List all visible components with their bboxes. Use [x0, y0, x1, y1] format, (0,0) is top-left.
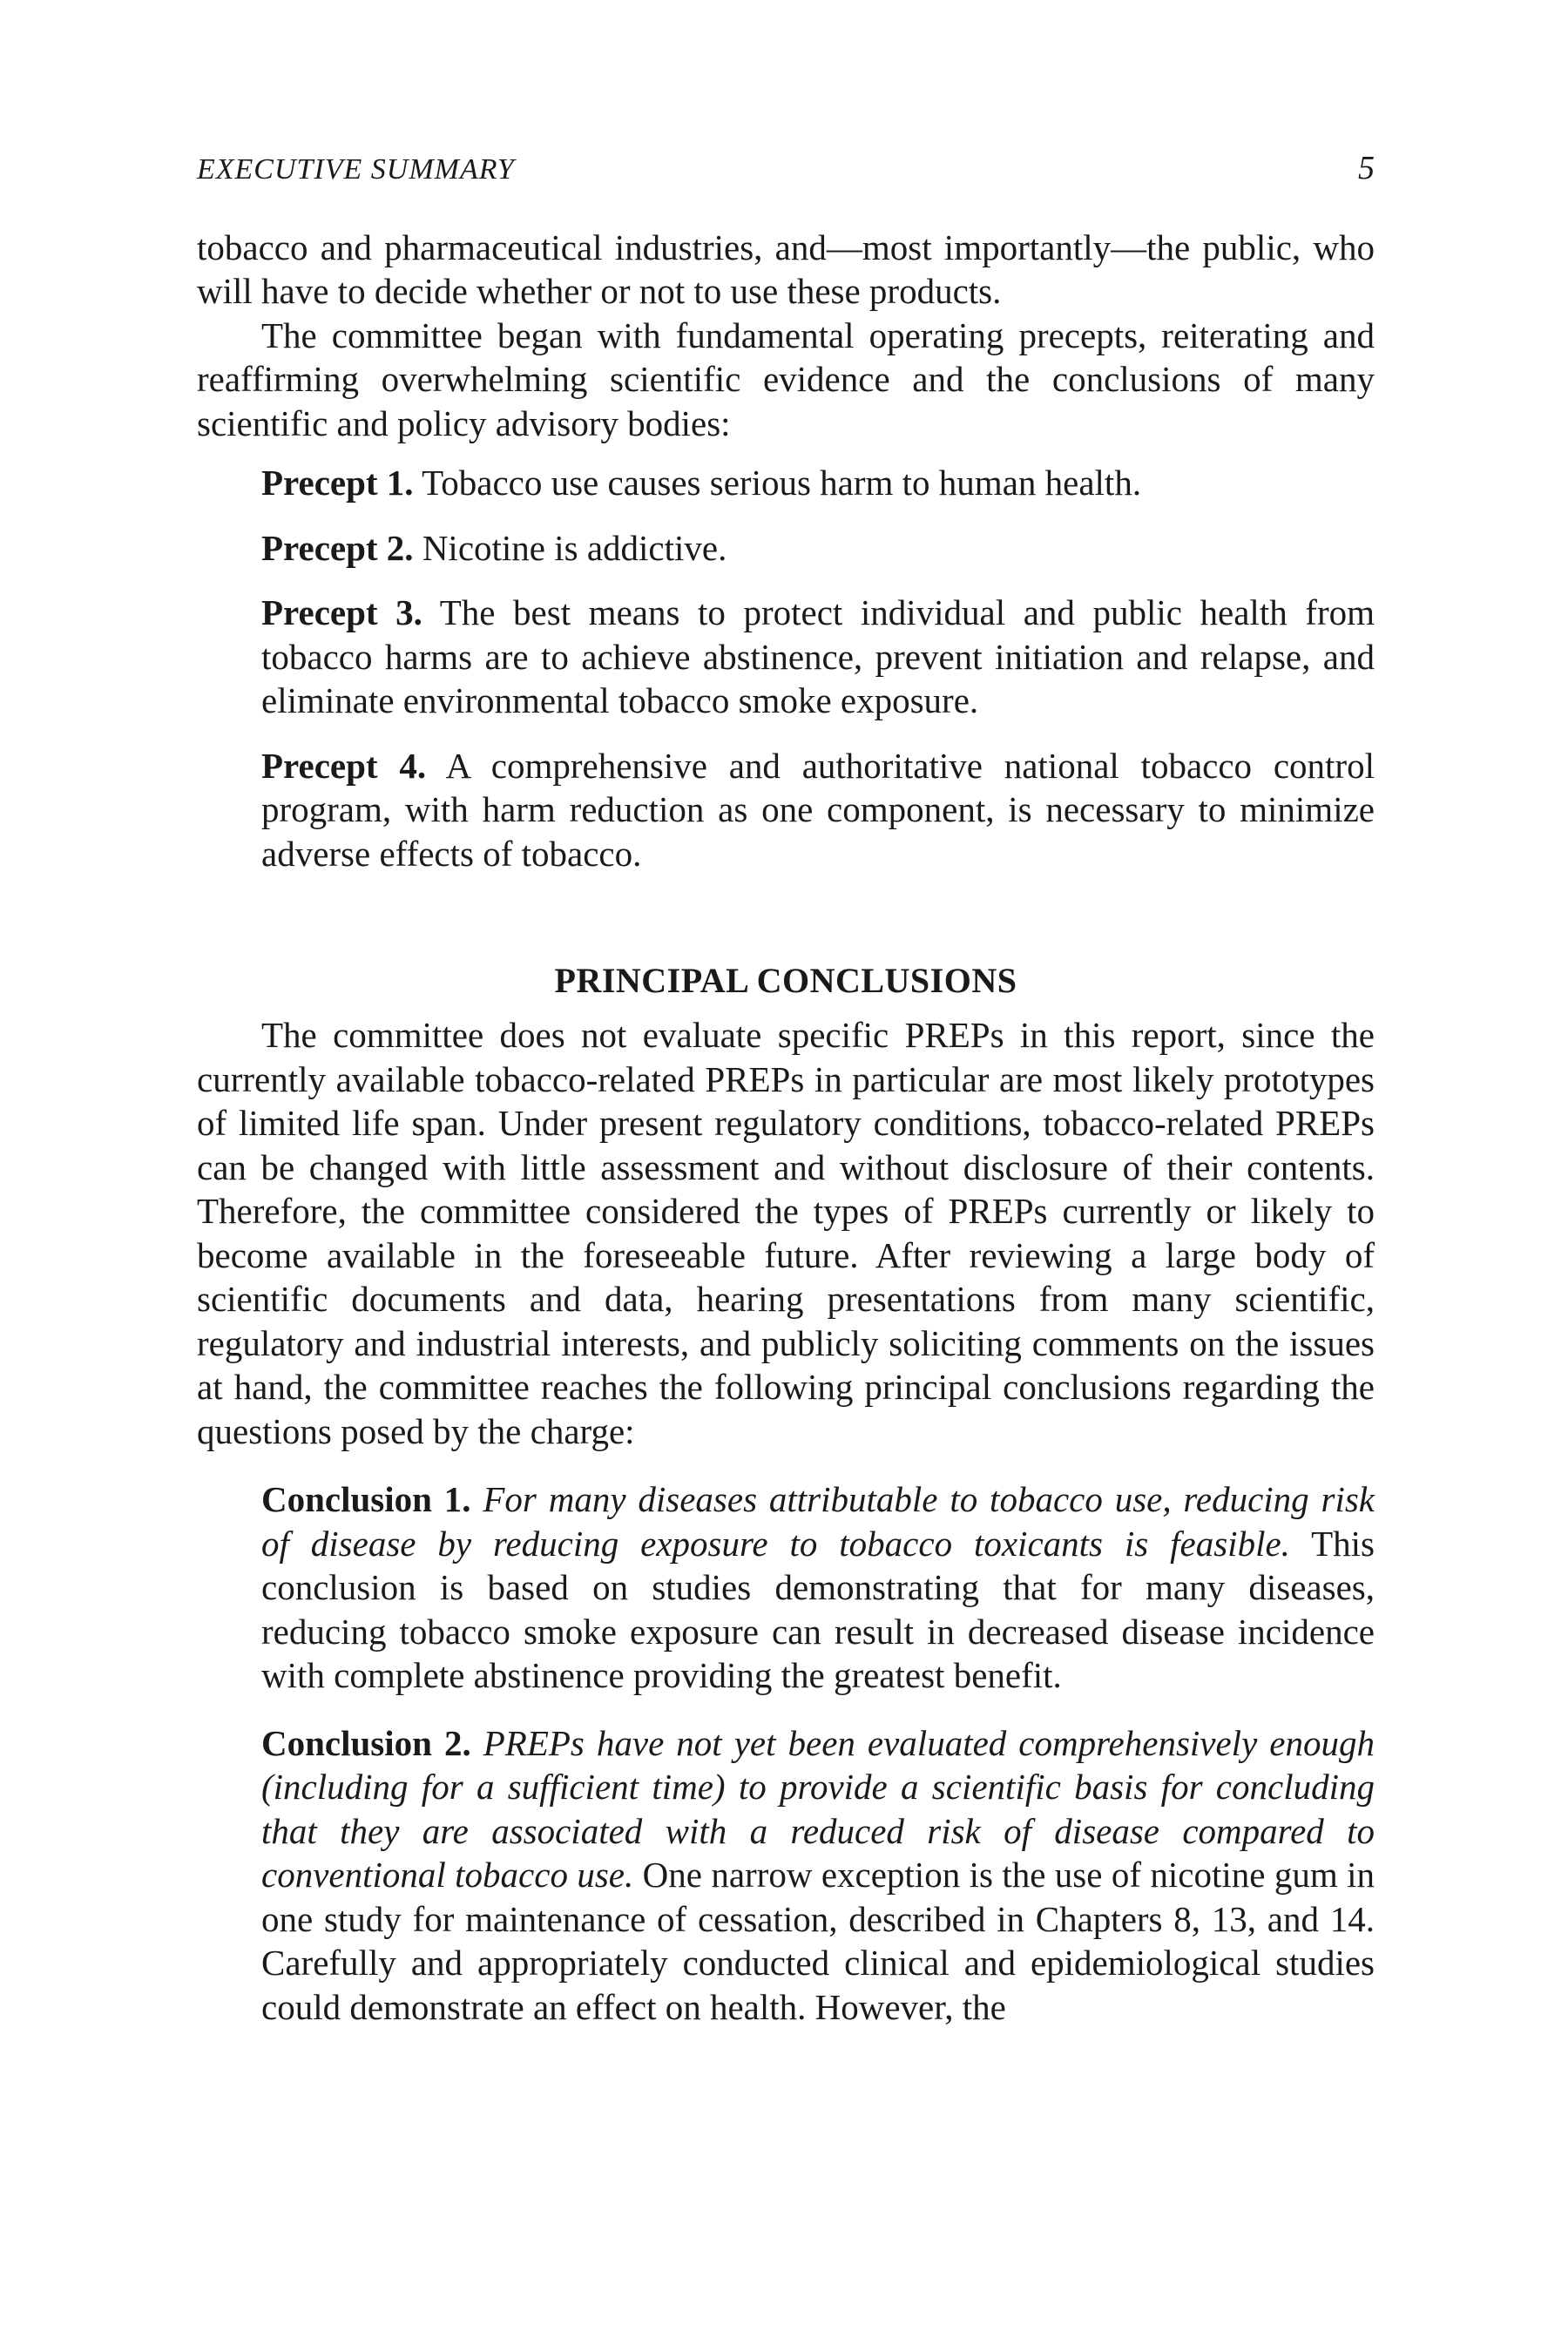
precept-1 — [261, 461, 1375, 505]
conclusion-text: This conclusion is based on studies demonstrating that for many diseases, reducing tobacco smoke exposure can result in decreased disease incidence with complete abstinence providing the greatest benefit. — [261, 1523, 1375, 1695]
intro-paragraph: The committee began with fundamental operating precepts, reiterating and reaffirming overwhelming scientific evidence and the conclusions of many scientific and policy advisory bodies: — [197, 314, 1375, 443]
conclusion-statement: For many diseases attributable to tobacco use, reducing risk of disease by reducing exposure to tobacco toxicants is feasible. — [261, 1479, 1375, 1564]
precept-2 — [261, 526, 1375, 571]
precept-text: A comprehensive and authoritative national tobacco control program, with harm reduction as one component, is necessary to minimize adverse effects of tobacco. — [261, 745, 1375, 874]
precept-3 — [261, 591, 1375, 723]
conclusion-2 — [261, 1721, 1375, 2030]
section-paragraph: The committee does not evaluate specific PREPs in this report, since the currently available tobacco-related PREPs in particular are most likely prototypes of limited life span. Under present regulatory conditions, tobacco-related PREPs can be changed with little assessment and without disclosure of their contents. Therefore, the committee considered the types of PREPs currently or likely to become available in the foreseeable future. After reviewing a large body of scientific documents and data, hearing presentations from many scientific, regulatory and industrial interests, and publicly soliciting comments on the issues at hand, the committee reaches the following principal conclusions regarding the questions posed by the charge: — [197, 1015, 1375, 1451]
running-title: EXECUTIVE SUMMARY — [197, 153, 515, 186]
precept-label: Precept 4. — [261, 745, 427, 786]
precept-text: Nicotine is addictive. — [422, 527, 727, 568]
precept-text: Tobacco use causes serious harm to human health. — [422, 463, 1142, 503]
running-header — [197, 146, 1375, 193]
conclusion-text: One narrow exception is the use of nicotine gum in one study for maintenance of cessation, described in Chapters 8, 13, and 14. Carefully and appropriately conducted clinical and epidemiological studies could demonstrate an effect on health. However, the — [261, 1855, 1375, 2027]
page-number: 5 — [1358, 150, 1375, 186]
precept-text: The best means to protect individual and public health from tobacco harms are to achieve abstinence, prevent initiation and relapse, and eliminate environmental tobacco smoke exposure. — [261, 592, 1375, 720]
conclusion-statement: PREPs have not yet been evaluated comprehensively enough (including for a sufficient time) to provide a scientific basis for concluding that they are associated with a reduced risk of disease compared to conventional tobacco use. — [261, 1722, 1375, 1895]
continuation-paragraph: tobacco and pharmaceutical industries, and—most importantly—the public, who will have to decide whether or not to use these products. — [197, 226, 1375, 311]
conclusion-1 — [261, 1477, 1375, 1698]
conclusion-label: Conclusion 2. — [261, 1722, 471, 1763]
precept-4 — [261, 744, 1375, 876]
conclusion-label: Conclusion 1. — [261, 1479, 471, 1519]
section-heading: PRINCIPAL CONCLUSIONS — [554, 961, 1017, 1000]
document-page — [197, 146, 1375, 2029]
precept-label: Precept 2. — [261, 527, 414, 568]
precept-label: Precept 3. — [261, 592, 422, 632]
precept-label: Precept 1. — [261, 463, 414, 503]
